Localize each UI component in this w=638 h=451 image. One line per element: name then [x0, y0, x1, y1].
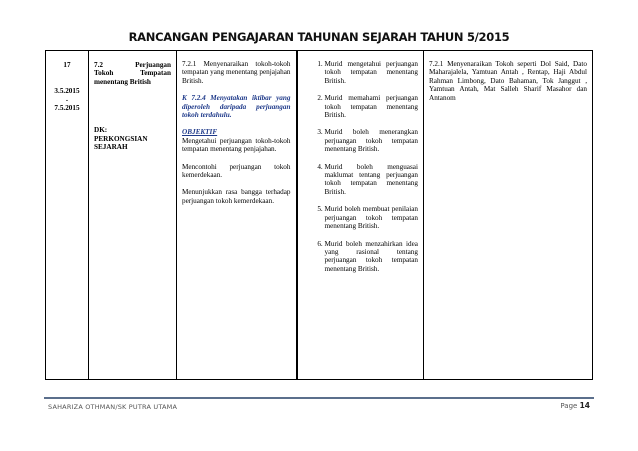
list-item: 5. Murid boleh membuat penilaian perjuangan tokoh tempatan menentang British.	[325, 205, 419, 230]
standard-cell	[177, 51, 297, 380]
list-item: 4. Murid boleh menguasai maklumat tentang perjuangan tokoh tempatan menentang British.	[325, 163, 419, 197]
footer-author: SAHARIZA OTHMAN/SK PUTRA UTAMA	[48, 403, 178, 411]
objective-item: Mengetahui perjuangan tokoh-tokoh tempatan menentang penjajahan.	[182, 136, 291, 154]
dk-label: DK:	[94, 126, 108, 135]
dk-value: PERKONGSIAN SEJARAH	[94, 134, 148, 152]
date-start: 3.5.2015	[54, 87, 80, 96]
week-number: 17	[63, 61, 71, 69]
notes-text: 7.2.1 Menyenaraikan Tokoh seperti Dol Said, Dato Maharajalela, Yamtuan Antah , Rentap, Haji Abdul Rahman Limbong, Dato Bahaman, Tok Janggut , Yamtuan Antah, Mat Salleh Sharif Masahor dan Antanom	[429, 60, 587, 102]
aims-statement: K 7.2.4 Menyatakan iktibar yang diperoleh daripada perjuangan tokoh terdahulu.	[182, 94, 291, 120]
objectives-heading: OBJEKTIF	[182, 128, 218, 137]
objective-item: Mencontohi perjuangan tokoh kemerdekaan.	[182, 162, 291, 180]
page-title: RANCANGAN PENGAJARAN TAHUNAN SEJARAH TAHUN 5/2015	[128, 30, 510, 44]
list-item: 1. Murid mengetahui perjuangan tokoh tempatan menentang British.	[325, 60, 419, 85]
topic-line-3: menentang British	[94, 77, 151, 86]
week-cell	[46, 51, 89, 380]
topic-cell	[89, 51, 177, 380]
outcomes-list	[303, 60, 419, 273]
date-end: 7.5.2015	[54, 104, 80, 113]
topic-word: Perjuangan	[135, 61, 171, 69]
learning-standard: 7.2.1 Menyenaraikan tokoh-tokoh tempatan yang menentang penjajahan British.	[182, 60, 291, 85]
notes-cell	[424, 51, 593, 380]
table-row	[46, 51, 593, 380]
page-label: Page	[560, 402, 578, 410]
list-item: 3. Murid boleh menerangkan perjuangan tokoh tempatan menentang British.	[325, 128, 419, 153]
lesson-plan-table	[45, 50, 593, 380]
date-separator: -	[65, 95, 69, 104]
list-item: 6. Murid boleh menzahirkan idea yang rasional tentang perjuangan tokoh tempatan menentang British.	[325, 240, 419, 274]
objective-item: Menunjukkan rasa bangga terhadap perjuangan tokoh kemerdekaan.	[182, 188, 291, 205]
footer-rule	[44, 397, 594, 399]
outcomes-cell	[297, 51, 424, 380]
list-item: 2. Murid memahami perjuangan tokoh tempatan menentang British.	[325, 94, 419, 119]
topic-heading	[94, 61, 171, 69]
topic-number: 7.2	[94, 61, 103, 69]
footer-page	[560, 401, 590, 410]
page-number: 14	[579, 401, 590, 410]
topic-line-2: Tokoh Tempatan	[94, 69, 171, 78]
